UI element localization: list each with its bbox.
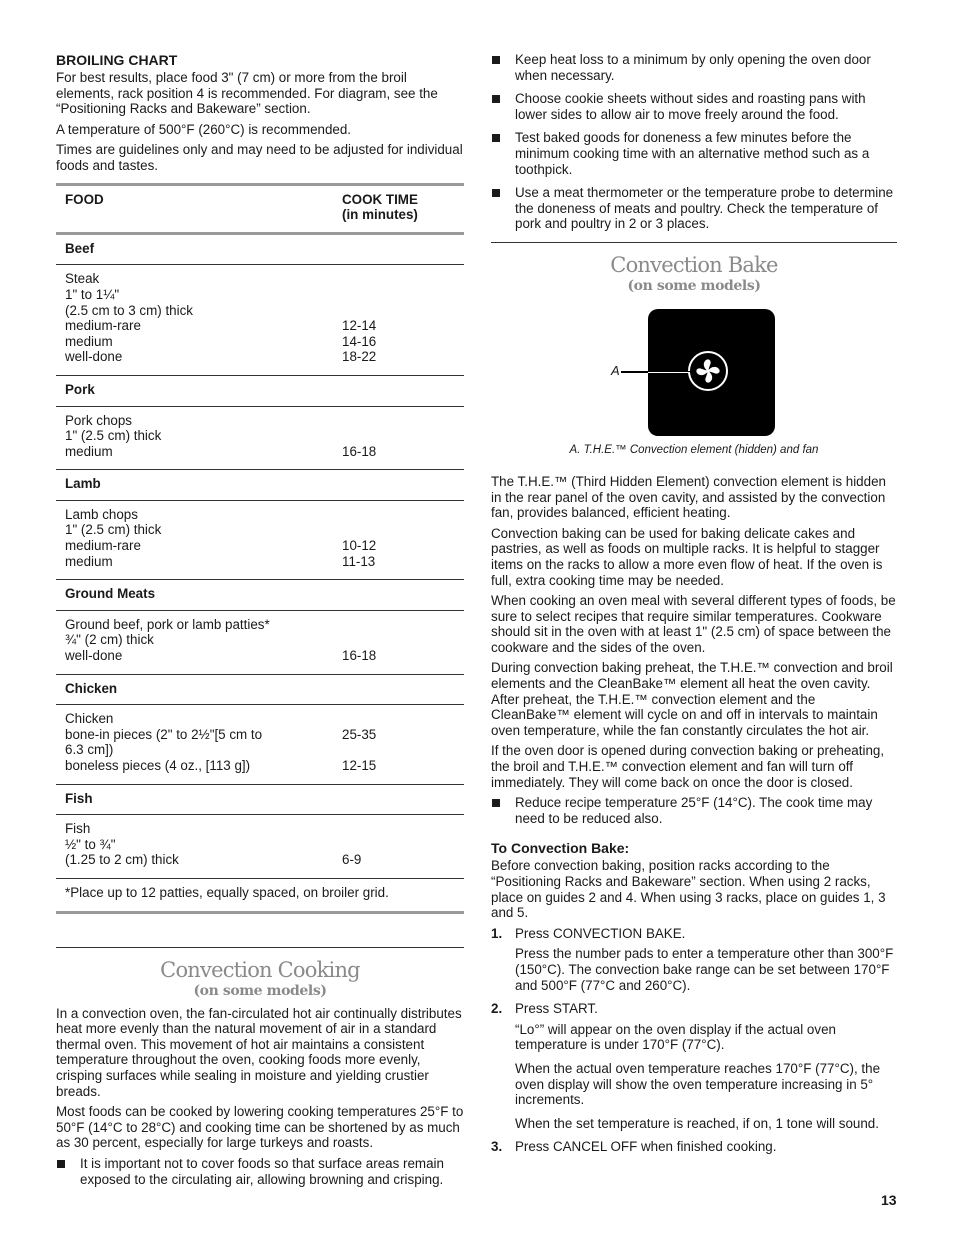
step-1-detail: Press the number pads to enter a temperature other than 300°F (150°C). The convection bake range can be set between 170°F and 500°F (77°C and 260°C). — [515, 946, 894, 993]
food-line: ½" to ¾" — [65, 836, 116, 852]
cook-time-cell — [342, 617, 464, 664]
table-row — [56, 265, 464, 376]
food-line: well-done — [65, 349, 123, 365]
convection-bake-title: Convection Bake — [610, 252, 778, 277]
table-category-row — [56, 235, 464, 266]
table-category-row — [56, 675, 464, 706]
bullet-square-icon — [56, 1156, 80, 1187]
cook-time-line — [342, 821, 464, 837]
category-label: Ground Meats — [65, 586, 156, 602]
broiling-chart-title: BROILING CHART — [56, 52, 178, 68]
food-line: 1" (2.5 cm) thick — [65, 428, 162, 444]
broiling-intro: For best results, place food 3" (7 cm) or more from the broil elements, rack position 4 is recommended. For diagram, see the “Positioning Racks and Bakeware” section. — [56, 70, 438, 117]
cook-time-cell — [342, 271, 464, 365]
list-item: It is important not to cover foods so that surface areas remain exposed to the circulating air, allowing browning and crisping. — [56, 1156, 464, 1187]
category-label: Beef — [65, 240, 95, 256]
section-divider — [56, 947, 464, 948]
cook-time-cell — [342, 413, 464, 460]
cook-time-cell — [342, 507, 464, 569]
category-label: Lamb — [65, 476, 101, 492]
table-row — [56, 501, 464, 580]
howto-title: To Convection Bake: — [491, 840, 630, 857]
bullet-square-icon — [491, 52, 515, 83]
howto-intro: Before convection baking, position racks according to the “Positioning Racks and Bakeware” section. When using 2 racks, place on guides 2 and 4. When using 3 racks, place on guides 1, 3 and 5. — [491, 858, 886, 921]
food-cell — [56, 617, 342, 664]
food-cell — [56, 507, 342, 569]
food-line: Ground beef, pork or lamb patties* — [65, 616, 270, 632]
convection-element-figure — [491, 301, 897, 436]
cook-time-line — [342, 271, 464, 287]
header-food: FOOD — [65, 191, 104, 207]
step-2-detail-2: When the actual oven temperature reaches 170°F (77°C), the oven display will show the oven temperature increasing in 5° increments. — [515, 1060, 881, 1108]
cook-time-line: 10-12 — [342, 538, 377, 554]
food-line: 6.3 cm]) — [65, 742, 114, 758]
section-divider — [491, 242, 897, 243]
cook-time-line — [342, 632, 464, 648]
food-line: ¾" (2 cm) thick — [65, 632, 154, 648]
bullet-square-icon — [491, 130, 515, 177]
cook-time-line — [342, 711, 464, 727]
category-label: Chicken — [65, 680, 118, 696]
cook-time-line — [342, 413, 464, 429]
cook-time-line — [342, 507, 464, 523]
food-line: Lamb chops — [65, 506, 138, 522]
cook-time-line — [342, 617, 464, 633]
food-line: medium — [65, 443, 113, 459]
cook-time-line: 25-35 — [342, 726, 377, 742]
food-line: Steak — [65, 271, 100, 287]
list-item: Test baked goods for doneness a few minutes before the minimum cooking time with an alternative method such as a toothpick. — [491, 130, 897, 177]
header-cook-time: COOK TIME (in minutes) — [342, 191, 418, 223]
cook-time-line: 16-18 — [342, 648, 377, 664]
bullet-square-icon — [491, 91, 515, 122]
callout-line-inner — [648, 372, 690, 373]
table-body — [56, 235, 464, 879]
food-line: bone-in pieces (2" to 2½"[5 cm to — [65, 726, 263, 742]
step-1: 1. Press CONVECTION BAKE. — [491, 925, 686, 941]
bullet-square-icon — [491, 795, 515, 826]
cook-time-line — [342, 742, 464, 758]
cook-time-line: 14-16 — [342, 333, 377, 349]
convection-fan-icon — [688, 351, 728, 391]
food-line: 1" (2.5 cm) thick — [65, 522, 162, 538]
left-column — [56, 52, 464, 1195]
table-category-row — [56, 470, 464, 501]
cook-time-line — [342, 837, 464, 853]
convection-cooking-subtitle: (on some models) — [193, 982, 327, 999]
convection-bake-p4: During convection baking preheat, the T.H.E.™ convection and broil elements and the CleanBake™ element all heat the oven cavity. After preheat, the T.H.E.™ convection element and the CleanBake™ element will cycle on and off in intervals to maintain oven temperature, while the fan constantly circulates the hot air. — [491, 660, 893, 738]
list-item: Keep heat loss to a minimum by only opening the oven door when necessary. — [491, 52, 897, 83]
food-line: well-done — [65, 648, 123, 664]
food-line: (2.5 cm to 3 cm) thick — [65, 302, 193, 318]
step-2-detail-3: When the set temperature is reached, if on, 1 tone will sound. — [515, 1115, 879, 1131]
food-line: Pork chops — [65, 412, 132, 428]
step-3: 3. Press CANCEL OFF when finished cooking. — [491, 1139, 777, 1155]
convection-bake-subtitle: (on some models) — [627, 277, 761, 294]
table-row — [56, 407, 464, 471]
table-category-row — [56, 376, 464, 407]
food-line: Fish — [65, 821, 91, 837]
food-line: medium-rare — [65, 318, 141, 334]
list-item: Reduce recipe temperature 25°F (14°C). The cook time may need to be reduced also. — [491, 795, 897, 826]
bullet-square-icon — [491, 185, 515, 232]
cook-time-line — [342, 287, 464, 303]
convection-bake-p1: The T.H.E.™ (Third Hidden Element) convection element is hidden in the rear panel of the oven cavity, and assisted by the convection fan, provides balanced, efficient heating. — [491, 473, 886, 521]
food-cell — [56, 271, 342, 365]
category-label: Fish — [65, 790, 93, 806]
fan-blades-icon — [694, 357, 722, 385]
broiling-temperature-note: A temperature of 500°F (260°C) is recommended. — [56, 121, 352, 137]
broiling-table — [56, 183, 464, 914]
food-line: medium-rare — [65, 538, 141, 554]
food-line: medium — [65, 553, 113, 569]
cook-time-line: 16-18 — [342, 443, 377, 459]
cook-time-line: 6-9 — [342, 852, 362, 868]
callout-label-a: A — [611, 362, 620, 378]
figure-caption: A. T.H.E.™ Convection element (hidden) and fan — [569, 443, 819, 456]
convection-bake-p3: When cooking an oven meal with several different types of foods, be sure to select recipes that require similar temperatures. Cookware should sit in the oven with at least 1" (2.5 cm) of space between the cookware and the sides of the oven. — [491, 593, 896, 655]
step-2-detail-1: “Lo°” will appear on the oven display if the actual oven temperature is under 170°F (77°C). — [515, 1021, 836, 1053]
cook-time-cell — [342, 821, 464, 868]
page-number: 13 — [881, 1192, 897, 1208]
cook-time-line — [342, 303, 464, 319]
food-line: boneless pieces (4 oz., [113 g]) — [65, 758, 251, 773]
cook-time-line: 12-15 — [342, 758, 377, 773]
cook-time-line: 18-22 — [342, 349, 377, 365]
right-column — [491, 52, 897, 1160]
convection-cooking-title: Convection Cooking — [160, 957, 360, 982]
table-row — [56, 815, 464, 879]
table-row — [56, 611, 464, 675]
food-cell — [56, 821, 342, 868]
table-row — [56, 705, 464, 784]
convection-bake-p2: Convection baking can be used for baking delicate cakes and pastries, as well as foods on multiple racks. It is helpful to stagger items on the racks to allow a more even flow of heat. If the oven is full, extra cooking time may be needed. — [491, 525, 883, 588]
convection-bake-p5: If the oven door is opened during convection baking or preheating, the broil and T.H.E.™ convection element and fan will turn off immediately. They will come back on once the door is closed. — [491, 743, 885, 790]
table-header — [56, 186, 464, 235]
step-2: 2. Press START. — [491, 1001, 598, 1017]
list-item: Choose cookie sheets without sides and roasting pans with lower sides to allow air to move freely around the food. — [491, 91, 897, 122]
category-label: Pork — [65, 381, 95, 397]
list-item: Use a meat thermometer or the temperature probe to determine the doneness of meats and poultry. Check the temperature of pork and poultry in 2 or 3 places. — [491, 185, 897, 232]
cook-time-cell — [342, 711, 464, 773]
food-line: (1.25 to 2 cm) thick — [65, 852, 179, 868]
convection-cooking-p1: In a convection oven, the fan-circulated hot air continually distributes heat more evenly than the natural movement of air in a standard thermal oven. This movement of hot air maintains a consistent temperature throughout the oven, cooking foods more evenly, crisping surfaces while sealing in moisture and yielding crustier breads. — [56, 1005, 462, 1099]
broiling-guideline-note: Times are guidelines only and may need to be adjusted for individual foods and tastes. — [56, 142, 463, 173]
table-footnote: *Place up to 12 patties, equally spaced, on broiler grid. — [65, 884, 389, 900]
cook-time-line: 11-13 — [342, 553, 376, 569]
convection-cooking-p2: Most foods can be cooked by lowering cooking temperatures 25°F to 50°F (14°C to 28°C) and cooking time can be shortened by as much as 30 percent, especially for large turkeys and roasts. — [56, 1104, 464, 1151]
cook-time-line — [342, 428, 464, 444]
food-cell — [56, 413, 342, 460]
table-category-row — [56, 580, 464, 611]
cook-time-line: 12-14 — [342, 318, 377, 334]
food-line: Chicken — [65, 711, 114, 727]
food-line: medium — [65, 333, 113, 349]
table-category-row — [56, 785, 464, 816]
food-cell — [56, 711, 342, 773]
food-line: 1" to 1¼" — [65, 286, 120, 302]
cook-time-line — [342, 522, 464, 538]
